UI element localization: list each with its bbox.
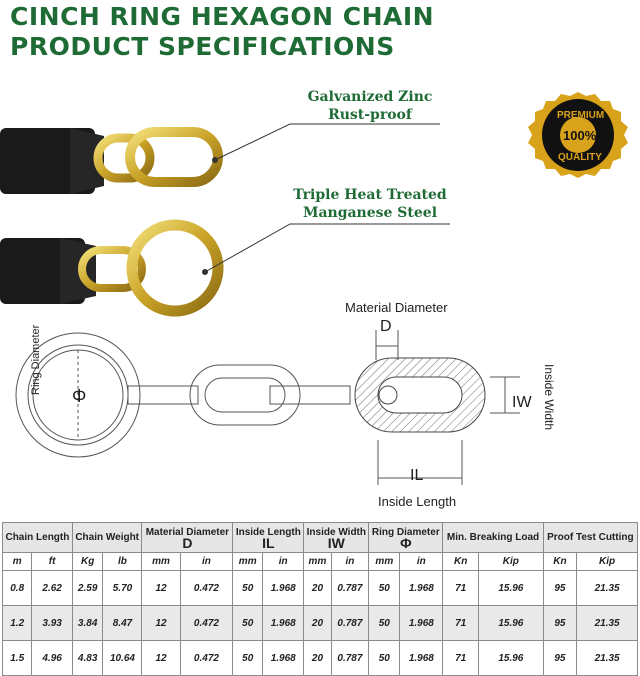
table-unit-cell: ft bbox=[32, 553, 72, 571]
callout-heat-treated-line-2: Manganese Steel bbox=[302, 205, 438, 221]
table-cell: 12 bbox=[142, 641, 180, 676]
table-header-cell bbox=[233, 523, 304, 553]
table-header-cell bbox=[443, 523, 543, 553]
table-header-symbol: IW bbox=[327, 534, 345, 551]
table-header-label: Ring Diameter bbox=[371, 526, 440, 538]
table-header-cell bbox=[72, 523, 142, 553]
table-cell: 12 bbox=[142, 571, 180, 606]
callout-heat-treated-line-1: Triple Heat Treated bbox=[293, 187, 447, 203]
table-cell: 50 bbox=[233, 571, 263, 606]
table-cell: 3.93 bbox=[32, 606, 72, 641]
table-header-cell bbox=[369, 523, 443, 553]
table-header-row bbox=[3, 523, 638, 553]
ring-diameter-label: Ring Diameter bbox=[30, 324, 42, 395]
specifications-table bbox=[2, 522, 638, 676]
callout-heat-treated bbox=[290, 186, 450, 222]
table-cell: 15.96 bbox=[478, 606, 543, 641]
table-cell: 71 bbox=[443, 606, 479, 641]
table-cell: 50 bbox=[369, 641, 400, 676]
table-header-symbol: Φ bbox=[400, 534, 412, 551]
table-cell: 5.70 bbox=[103, 571, 142, 606]
table-cell: 71 bbox=[443, 571, 479, 606]
table-cell: 4.83 bbox=[72, 641, 103, 676]
table-header-cell bbox=[3, 523, 73, 553]
table-unit-cell: mm bbox=[142, 553, 180, 571]
technical-drawing bbox=[16, 330, 520, 485]
table-cell: 21.35 bbox=[577, 571, 638, 606]
table-unit-cell: Kip bbox=[478, 553, 543, 571]
table-cell: 12 bbox=[142, 606, 180, 641]
table-cell: 50 bbox=[233, 606, 263, 641]
table-unit-cell: Kn bbox=[543, 553, 576, 571]
table-cell: 50 bbox=[369, 571, 400, 606]
table-row bbox=[3, 606, 638, 641]
table-header-label: Chain Length bbox=[5, 532, 70, 543]
table-header-label: Chain Weight bbox=[75, 532, 140, 543]
table-cell: 2.62 bbox=[32, 571, 72, 606]
table-cell: 15.96 bbox=[478, 571, 543, 606]
table-cell: 0.472 bbox=[180, 606, 233, 641]
table-body bbox=[3, 571, 638, 676]
table-cell: 0.787 bbox=[331, 606, 369, 641]
table-cell: 95 bbox=[543, 606, 576, 641]
material-diameter-label: Material Diameter bbox=[345, 300, 448, 315]
table-cell: 3.84 bbox=[72, 606, 103, 641]
table-cell: 1.5 bbox=[3, 641, 32, 676]
d-symbol: D bbox=[380, 318, 392, 335]
iw-symbol: IW bbox=[512, 394, 532, 411]
table-cell: 95 bbox=[543, 641, 576, 676]
table-cell: 1.968 bbox=[263, 571, 304, 606]
page-title-line-1: CINCH RING HEXAGON CHAIN bbox=[10, 2, 435, 31]
badge-bottom-text: QUALITY bbox=[558, 152, 602, 163]
table-cell: 21.35 bbox=[577, 606, 638, 641]
table-header-label: Inside Width bbox=[306, 526, 366, 538]
table-cell: 20 bbox=[304, 641, 331, 676]
table-unit-cell: in bbox=[400, 553, 443, 571]
table-unit-cell: Kip bbox=[577, 553, 638, 571]
table-header-symbol: D bbox=[182, 534, 193, 551]
table-unit-cell: mm bbox=[233, 553, 263, 571]
table-header-label: Inside Length bbox=[235, 526, 301, 538]
callout-galvanized-line-1: Galvanized Zinc bbox=[307, 89, 433, 105]
table-cell: 1.968 bbox=[263, 606, 304, 641]
table-header-cell bbox=[142, 523, 233, 553]
table-header-cell bbox=[543, 523, 637, 553]
page-title-line-2: PRODUCT SPECIFICATIONS bbox=[10, 32, 395, 61]
table-cell: 95 bbox=[543, 571, 576, 606]
table-cell: 8.47 bbox=[103, 606, 142, 641]
table-cell: 1.968 bbox=[400, 606, 443, 641]
table-header-cell bbox=[304, 523, 369, 553]
table-row bbox=[3, 571, 638, 606]
table-header-label: Min. Breaking Load bbox=[446, 532, 540, 543]
table-cell: 21.35 bbox=[577, 641, 638, 676]
table-unit-cell: m bbox=[3, 553, 32, 571]
callout-galvanized bbox=[300, 88, 440, 124]
badge-top-text: PREMIUM bbox=[557, 110, 605, 121]
table-cell: 10.64 bbox=[103, 641, 142, 676]
table-cell: 1.968 bbox=[400, 641, 443, 676]
table-cell: 0.8 bbox=[3, 571, 32, 606]
middle-link-outline bbox=[190, 365, 300, 425]
table-cell: 50 bbox=[233, 641, 263, 676]
phi-symbol: Φ bbox=[72, 386, 87, 406]
table-cell: 0.472 bbox=[180, 641, 233, 676]
table-unit-cell: mm bbox=[369, 553, 400, 571]
table-cell: 50 bbox=[369, 606, 400, 641]
inside-length-label: Inside Length bbox=[378, 494, 457, 509]
table-cell: 4.96 bbox=[32, 641, 72, 676]
chain-link-1 bbox=[98, 138, 150, 178]
table-cell: 20 bbox=[304, 571, 331, 606]
chain-link-2 bbox=[130, 132, 218, 182]
table-unit-cell: in bbox=[180, 553, 233, 571]
table-unit-cell: in bbox=[331, 553, 369, 571]
table-unit-cell: Kn bbox=[443, 553, 479, 571]
callout-galvanized-line-2: Rust-proof bbox=[328, 107, 412, 123]
chain-photo-top bbox=[0, 128, 218, 194]
table-header-symbol: IL bbox=[262, 534, 275, 551]
table-cell: 0.472 bbox=[180, 571, 233, 606]
table-cell: 0.787 bbox=[331, 571, 369, 606]
table-unit-cell: in bbox=[263, 553, 304, 571]
table-row bbox=[3, 641, 638, 676]
table-unit-cell: Kg bbox=[72, 553, 103, 571]
table-header-label: Material Diameter bbox=[145, 526, 230, 538]
table-cell: 1.968 bbox=[400, 571, 443, 606]
il-symbol: IL bbox=[410, 467, 424, 484]
badge-center-text: 100% bbox=[563, 128, 597, 143]
table-cell: 71 bbox=[443, 641, 479, 676]
table-cell: 1.968 bbox=[263, 641, 304, 676]
table-unit-cell: lb bbox=[103, 553, 142, 571]
table-cell: 0.787 bbox=[331, 641, 369, 676]
table-unit-cell: mm bbox=[304, 553, 331, 571]
table-cell: 1.2 bbox=[3, 606, 32, 641]
chain-photo-bottom bbox=[0, 225, 218, 311]
table-cell: 20 bbox=[304, 606, 331, 641]
table-cell: 15.96 bbox=[478, 641, 543, 676]
inside-width-label: Inside Width bbox=[542, 364, 556, 431]
table-header-label: Proof Test Cutting bbox=[547, 532, 634, 543]
table-cell: 2.59 bbox=[72, 571, 103, 606]
table-unit-row bbox=[3, 553, 638, 571]
